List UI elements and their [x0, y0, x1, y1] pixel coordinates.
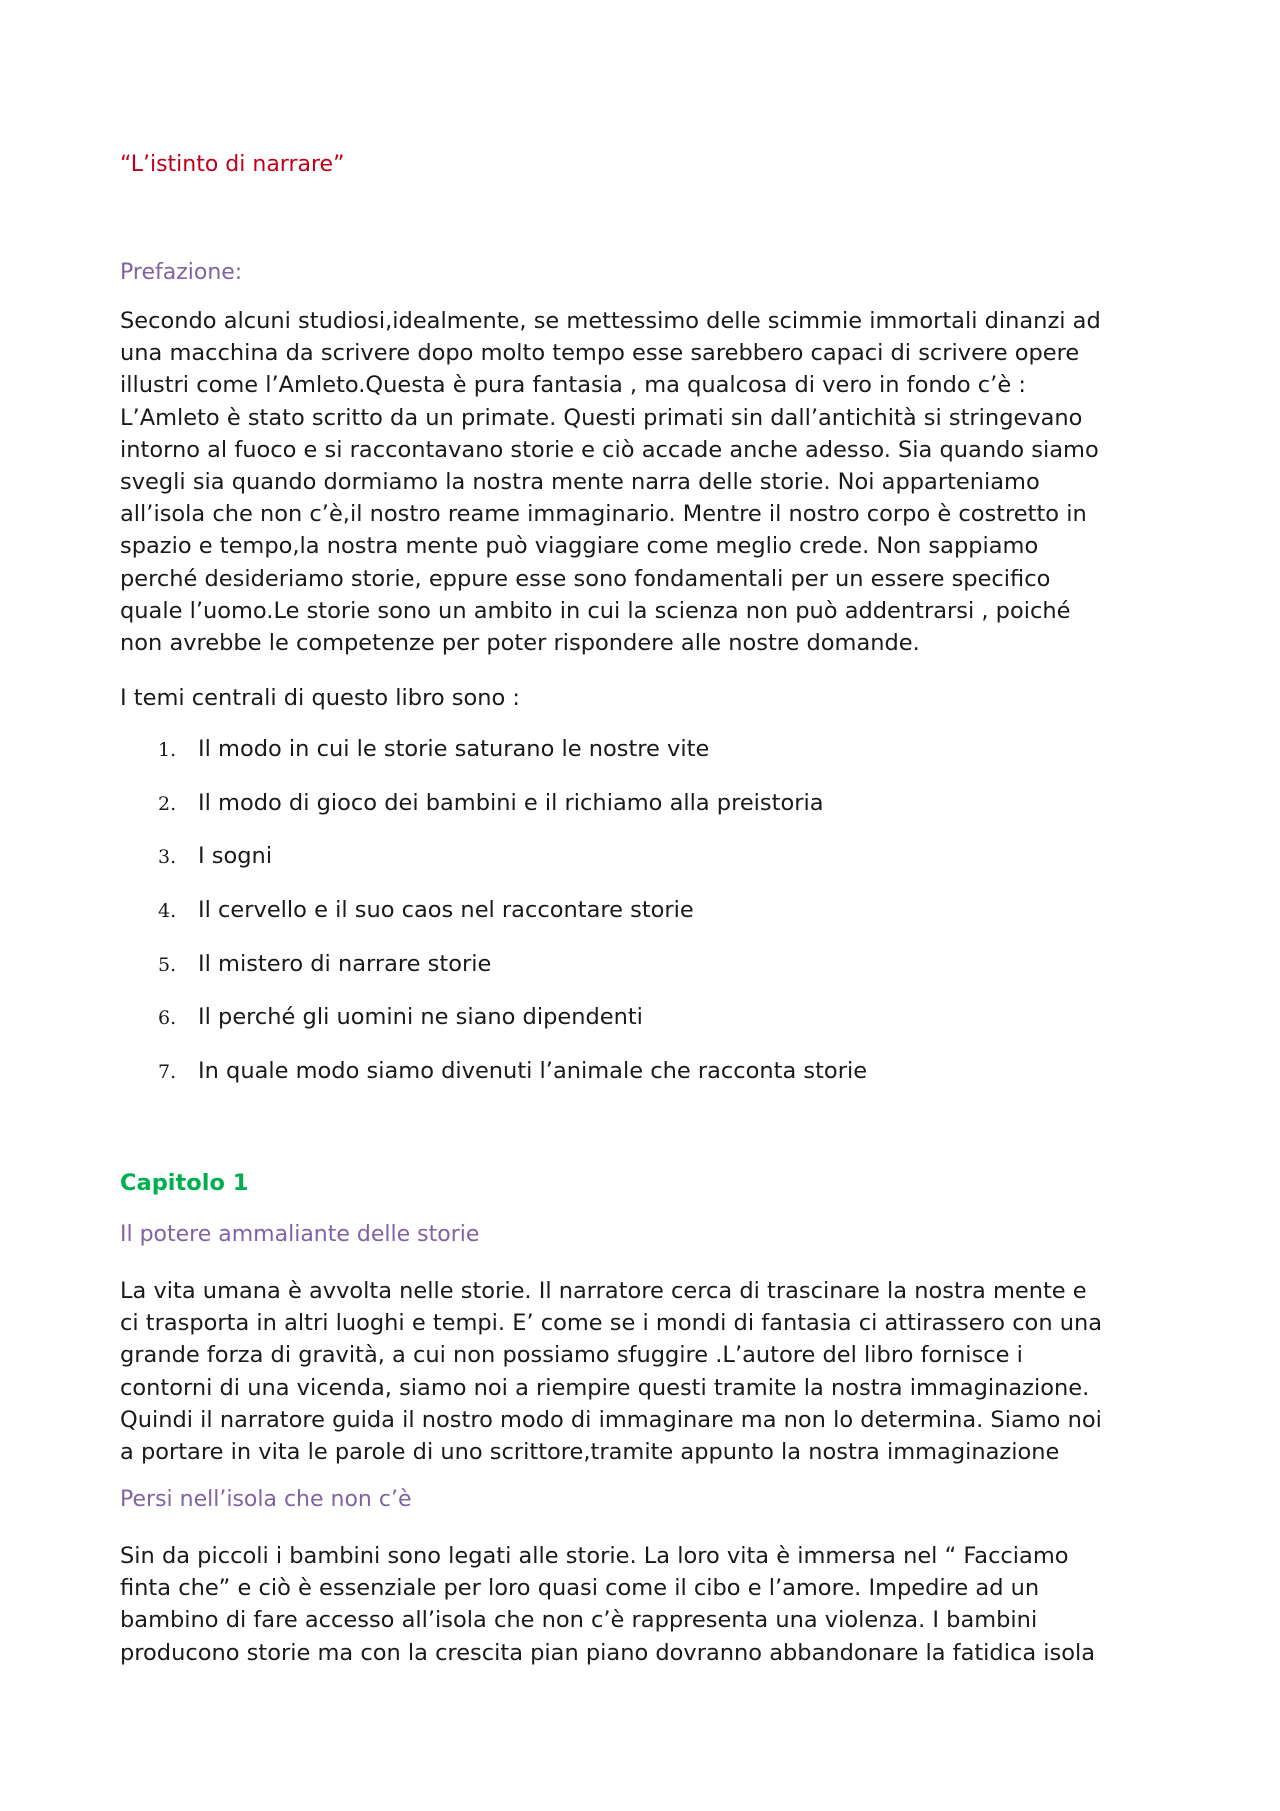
document-title: “L’istinto di narrare” [120, 152, 345, 177]
themes-intro: I temi centrali di questo libro sono : [120, 685, 521, 711]
list-item [120, 897, 867, 951]
paragraph-line: Sin da piccoli i bambini sono legati alle storie. La loro vita è immersa nel “ Facciamo [120, 1543, 1069, 1569]
paragraph-line: all’isola che non c’è,il nostro reame immaginario. Mentre il nostro corpo è costretto in [120, 501, 1087, 528]
list-text: Il modo di gioco dei bambini e il richiamo alla preistoria [198, 789, 824, 816]
paragraph-line: spazio e tempo,la nostra mente può viaggiare come meglio crede. Non sappiamo [120, 533, 1039, 560]
list-number: 6. [158, 1007, 177, 1030]
paragraph-line: bambino di fare accesso all’isola che non c’è rappresenta una violenza. I bambini [120, 1607, 1038, 1634]
paragraph-line: La vita umana è avvolta nelle storie. Il narratore cerca di trascinare la nostra mente e [120, 1278, 1087, 1304]
list-text: Il mistero di narrare storie [198, 950, 492, 977]
section-paragraph [120, 1540, 1095, 1669]
list-number: 4. [158, 900, 177, 923]
list-number: 5. [158, 953, 177, 976]
paragraph-line: perché desideriamo storie, eppure esse sono fondamentali per un essere specifico [120, 565, 1051, 592]
themes-list [120, 736, 867, 1112]
list-item [120, 951, 867, 1005]
chapter-heading: Capitolo 1 [120, 1170, 249, 1196]
list-item [120, 736, 867, 790]
preface-paragraph [120, 305, 1101, 659]
section-heading: Il potere ammaliante delle storie [120, 1222, 480, 1247]
list-number: 1. [158, 739, 177, 761]
paragraph-line: contorni di una vicenda, siamo noi a riempire questi tramite la nostra immaginazione. [120, 1374, 1090, 1401]
list-text: Il cervello e il suo caos nel raccontare storie [198, 897, 694, 924]
paragraph-line: ci trasporta in altri luoghi e tempi. E’ come se i mondi di fantasia ci attirassero con una [120, 1310, 1103, 1337]
list-number: 3. [158, 846, 177, 869]
list-item [120, 790, 867, 844]
paragraph-line: una macchina da scrivere dopo molto tempo esse sarebbero capaci di scrivere opere [120, 340, 1080, 367]
paragraph-line: finta che” e ciò è essenziale per loro quasi come il cibo e l’amore. Impedire ad un [120, 1575, 1040, 1602]
paragraph-line: producono storie ma con la crescita pian piano dovranno abbandonare la fatidica isola [120, 1639, 1096, 1666]
list-text: I sogni [198, 843, 273, 870]
list-item [120, 1004, 867, 1058]
paragraph-line: illustri come l’Amleto.Questa è pura fantasia , ma qualcosa di vero in fondo c’è : [120, 372, 1026, 399]
list-text: Il modo in cui le storie saturano le nostre vite [198, 736, 710, 762]
preface-heading: Prefazione: [120, 260, 243, 285]
section-heading: Persi nell’isola che non c’è [120, 1487, 412, 1512]
paragraph-line: grande forza di gravità, a cui non possiamo sfuggire .L’autore del libro fornisce i [120, 1342, 1023, 1369]
paragraph-line: L’Amleto è stato scritto da un primate. Questi primati sin dall’antichità si stringevano [120, 404, 1083, 431]
list-number: 2. [158, 792, 177, 815]
list-text: Il perché gli uomini ne siano dipendenti [198, 1004, 643, 1031]
paragraph-line: Secondo alcuni studiosi,idealmente, se mettessimo delle scimmie immortali dinanzi ad [120, 308, 1101, 334]
paragraph-line: quale l’uomo.Le storie sono un ambito in cui la scienza non può addentrarsi , poiché [120, 597, 1071, 624]
list-text: In quale modo siamo divenuti l’animale che racconta storie [198, 1058, 868, 1085]
list-item [120, 843, 867, 897]
paragraph-line: non avrebbe le competenze per poter rispondere alle nostre domande. [120, 630, 920, 657]
section-paragraph [120, 1275, 1102, 1468]
list-number: 7. [158, 1061, 177, 1084]
paragraph-line: svegli sia quando dormiamo la nostra mente narra delle storie. Noi apparteniamo [120, 469, 1040, 496]
paragraph-line: Quindi il narratore guida il nostro modo di immaginare ma non lo determina. Siamo noi [120, 1406, 1102, 1433]
paragraph-line: intorno al fuoco e si raccontavano storie e ciò accade anche adesso. Sia quando siamo [120, 436, 1099, 463]
paragraph-line: a portare in vita le parole di uno scrittore,tramite appunto la nostra immaginazione [120, 1439, 1060, 1466]
list-item [120, 1058, 867, 1112]
